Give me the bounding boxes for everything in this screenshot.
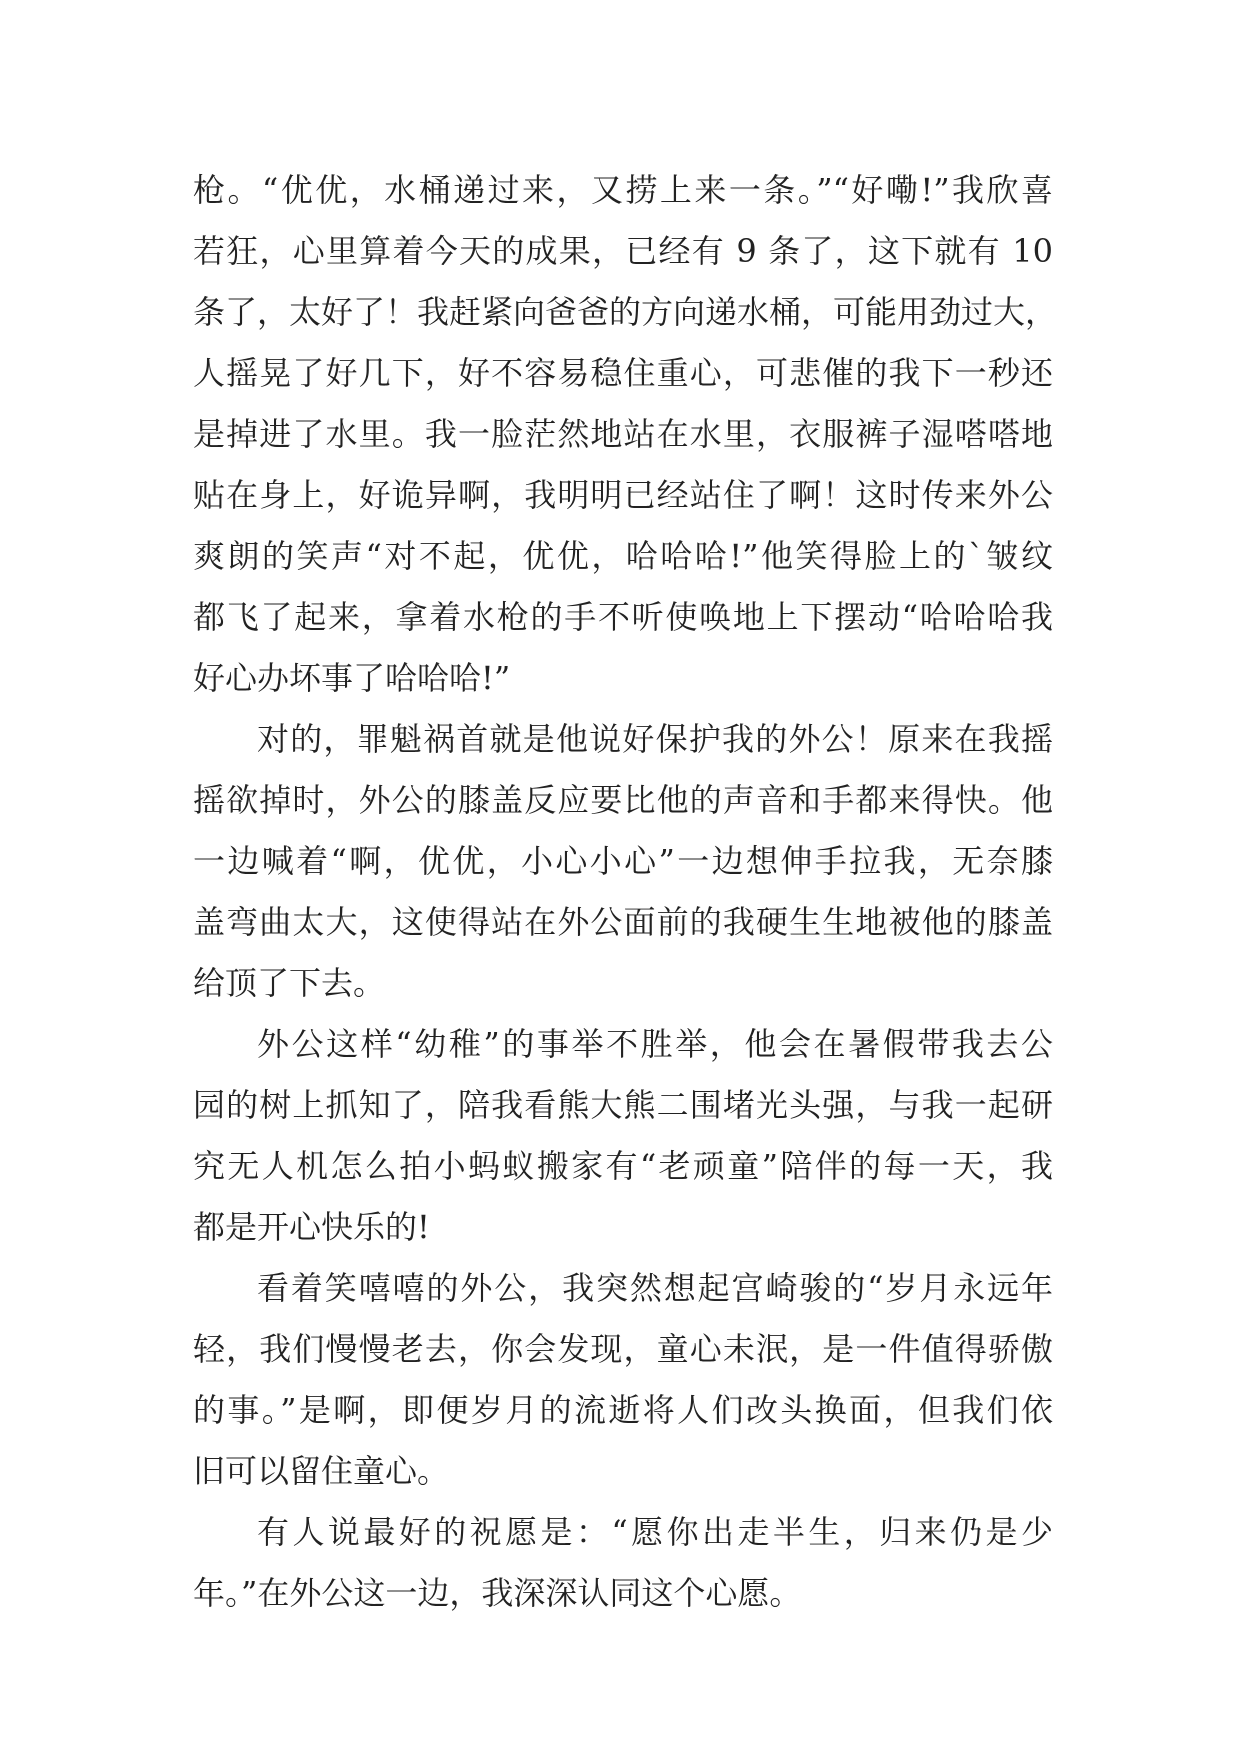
paragraph-line: 轻，我们慢慢老去，你会发现，童心未泯，是一件值得骄傲 [193, 1330, 1053, 1368]
paragraph-line: 对的，罪魁祸首就是他说好保护我的外公！原来在我摇 [257, 720, 1053, 758]
paragraph-line: 的事。”是啊，即便岁月的流逝将人们改头换面，但我们依 [193, 1391, 1053, 1429]
paragraph-line: 一边喊着“啊，优优，小心小心”一边想伸手拉我，无奈膝 [193, 842, 1053, 880]
paragraph-line: 爽朗的笑声“对不起，优优，哈哈哈!”他笑得脸上的`皱纹 [193, 537, 1053, 575]
paragraph-line: 旧可以留住童心。 [193, 1452, 450, 1490]
paragraph-line: 都飞了起来，拿着水枪的手不听使唤地上下摆动“哈哈哈我 [193, 598, 1053, 636]
paragraph-line: 好心办坏事了哈哈哈!” [193, 659, 511, 697]
paragraph-line: 究无人机怎么拍小蚂蚁搬家有“老顽童”陪伴的每一天，我 [193, 1147, 1053, 1185]
paragraph-line: 若狂，心里算着今天的成果，已经有 9 条了，这下就有 10 [193, 232, 1053, 270]
paragraph [193, 709, 1053, 1014]
paragraph-line: 给顶了下去。 [193, 964, 386, 1002]
paragraph-line: 条了，太好了！我赶紧向爸爸的方向递水桶，可能用劲过大， [193, 293, 1058, 331]
paragraph-line: 年。”在外公这一边，我深深认同这个心愿。 [193, 1574, 802, 1612]
paragraph-line: 枪。“优优，水桶递过来，又捞上来一条。”“好嘞!”我欣喜 [193, 171, 1053, 209]
paragraph-line: 都是开心快乐的! [193, 1208, 430, 1246]
paragraph-line: 人摇晃了好几下，好不容易稳住重心，可悲催的我下一秒还 [193, 354, 1053, 392]
paragraph-line: 摇欲掉时，外公的膝盖反应要比他的声音和手都来得快。他 [193, 781, 1053, 819]
paragraph-line: 贴在身上，好诡异啊，我明明已经站住了啊！这时传来外公 [193, 476, 1053, 514]
paragraph [193, 1502, 1053, 1624]
document-body [193, 160, 1058, 1624]
paragraph-line: 园的树上抓知了，陪我看熊大熊二围堵光头强，与我一起研 [193, 1086, 1053, 1124]
paragraph-line: 看着笑嘻嘻的外公，我突然想起宫崎骏的“岁月永远年 [257, 1269, 1053, 1307]
paragraph-line: 盖弯曲太大，这使得站在外公面前的我硬生生地被他的膝盖 [193, 903, 1053, 941]
paragraph-line: 有人说最好的祝愿是：“愿你出走半生，归来仍是少 [257, 1513, 1053, 1551]
paragraph [193, 160, 1058, 709]
paragraph-line: 是掉进了水里。我一脸茫然地站在水里，衣服裤子湿嗒嗒地 [193, 415, 1053, 453]
paragraph [193, 1258, 1053, 1502]
paragraph [193, 1014, 1053, 1258]
paragraph-line: 外公这样“幼稚”的事举不胜举，他会在暑假带我去公 [257, 1025, 1053, 1063]
